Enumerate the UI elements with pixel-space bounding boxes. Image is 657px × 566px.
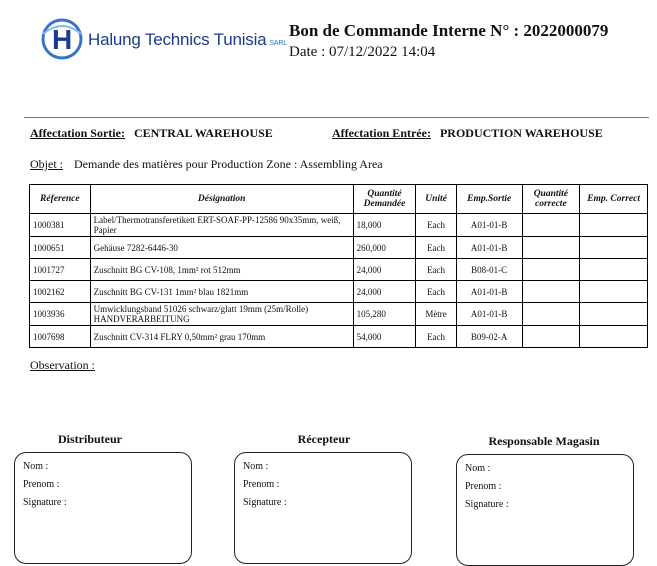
affectation-entree-value: PRODUCTION WAREHOUSE [439, 126, 603, 140]
cell-reference: 1007698 [30, 326, 91, 348]
col-header-unite: Unité [416, 185, 456, 214]
cell-designation: Zuschnitt BG CV-108, 1mm² rot 512mm [90, 259, 353, 281]
cell-quantite: 54,000 [353, 326, 416, 348]
cell-emp-sortie: A01-01-B [456, 214, 522, 237]
cell-unite: Mètre [416, 303, 456, 326]
affectation-entree-label: Affectation Entrée: [332, 126, 431, 140]
cell-designation: Gehäuse 7282-6446-30 [90, 237, 353, 259]
cell-quantite: 24,000 [353, 259, 416, 281]
affectation-sortie [30, 126, 273, 141]
cell-quantite: 24,000 [353, 281, 416, 303]
objet-label: Objet : [30, 157, 63, 171]
cell-designation: Umwicklungsband 51026 schwarz/glatt 19mm (25m/Rolle) HANDVERARBEITUNG [90, 303, 353, 326]
cell-quantite-correcte[interactable] [522, 303, 580, 326]
cell-emp-sortie: B09-02-A [456, 326, 522, 348]
cell-designation: Label/Thermotransferetikett ERT-SOAF-PP-12586 90x35mm, weiß, Papier [90, 214, 353, 237]
cell-unite: Each [416, 237, 456, 259]
table-row [30, 259, 648, 281]
cell-designation: Zuschnitt CV-314 FLRY 0,50mm² grau 170mm [90, 326, 353, 348]
col-header-quantite-demandee: Quantité Demandée [353, 185, 416, 214]
cell-reference: 1002162 [30, 281, 91, 303]
affectation-sortie-value: CENTRAL WAREHOUSE [133, 126, 273, 140]
distributeur-box [14, 452, 192, 564]
cell-quantite: 260,000 [353, 237, 416, 259]
document-title: Bon de Commande Interne N° : 2022000079 [289, 21, 609, 40]
recepteur-prenom: Prenom : [243, 479, 280, 490]
cell-designation: Zuschnitt BG CV-131 1mm² blau 1821mm [90, 281, 353, 303]
cell-quantite-correcte[interactable] [522, 326, 580, 348]
table-row [30, 326, 648, 348]
col-header-emp-sortie: Emp.Sortie [456, 185, 522, 214]
objet-line [30, 157, 383, 172]
table-row [30, 281, 648, 303]
recepteur-box [234, 452, 412, 564]
col-header-reference: Réference [30, 185, 91, 214]
cell-quantite-correcte[interactable] [522, 237, 580, 259]
items-table [29, 184, 648, 348]
company-name-text: Halung Technics Tunisia [88, 30, 267, 49]
responsable-magasin-title: Responsable Magasin [488, 434, 600, 448]
cell-quantite-correcte[interactable] [522, 281, 580, 303]
cell-quantite-correcte[interactable] [522, 259, 580, 281]
cell-emp-correct[interactable] [580, 259, 648, 281]
cell-emp-correct[interactable] [580, 303, 648, 326]
observation-label: Observation : [30, 358, 95, 372]
cell-emp-sortie: A01-01-B [456, 237, 522, 259]
affectation-entree [332, 126, 603, 141]
cell-reference: 1003936 [30, 303, 91, 326]
cell-unite: Each [416, 214, 456, 237]
responsable-nom: Nom : [465, 463, 491, 474]
recepteur-signature: Signature : [243, 497, 287, 508]
cell-emp-correct[interactable] [580, 237, 648, 259]
responsable-magasin-box [456, 454, 634, 566]
table-header-row [30, 185, 648, 214]
distributeur-title: Distributeur [58, 432, 122, 446]
distributeur-nom: Nom : [23, 461, 49, 472]
cell-emp-sortie: A01-01-B [456, 281, 522, 303]
cell-reference: 1000381 [30, 214, 91, 237]
affectation-sortie-label: Affectation Sortie: [30, 126, 125, 140]
document-date: Date : 07/12/2022 14:04 [289, 44, 436, 60]
cell-unite: Each [416, 259, 456, 281]
cell-emp-correct[interactable] [580, 326, 648, 348]
table-row [30, 214, 648, 237]
table-row [30, 303, 648, 326]
col-header-designation: Désignation [90, 185, 353, 214]
cell-quantite-correcte[interactable] [522, 214, 580, 237]
cell-quantite: 105,280 [353, 303, 416, 326]
responsable-signature: Signature : [465, 499, 509, 510]
cell-unite: Each [416, 281, 456, 303]
cell-unite: Each [416, 326, 456, 348]
cell-emp-sortie: B08-01-C [456, 259, 522, 281]
table-row [30, 237, 648, 259]
recepteur-title: Récepteur [297, 432, 351, 446]
cell-emp-correct[interactable] [580, 281, 648, 303]
responsable-prenom: Prenom : [465, 481, 502, 492]
cell-reference: 1000651 [30, 237, 91, 259]
cell-reference: 1001727 [30, 259, 91, 281]
cell-quantite: 18,000 [353, 214, 416, 237]
col-header-quantite-correcte: Quantité correcte [522, 185, 580, 214]
cell-emp-sortie: A01-01-B [456, 303, 522, 326]
col-header-emp-correct: Emp. Correct [580, 185, 648, 214]
distributeur-signature: Signature : [23, 497, 67, 508]
svg-text:H: H [52, 24, 73, 55]
header-divider [24, 117, 649, 118]
distributeur-prenom: Prenom : [23, 479, 60, 490]
company-name [88, 30, 287, 50]
objet-value: Demande des matières pour Production Zone : Assembling Area [74, 157, 383, 171]
cell-emp-correct[interactable] [580, 214, 648, 237]
recepteur-nom: Nom : [243, 461, 269, 472]
company-suffix: SARL [269, 40, 287, 47]
